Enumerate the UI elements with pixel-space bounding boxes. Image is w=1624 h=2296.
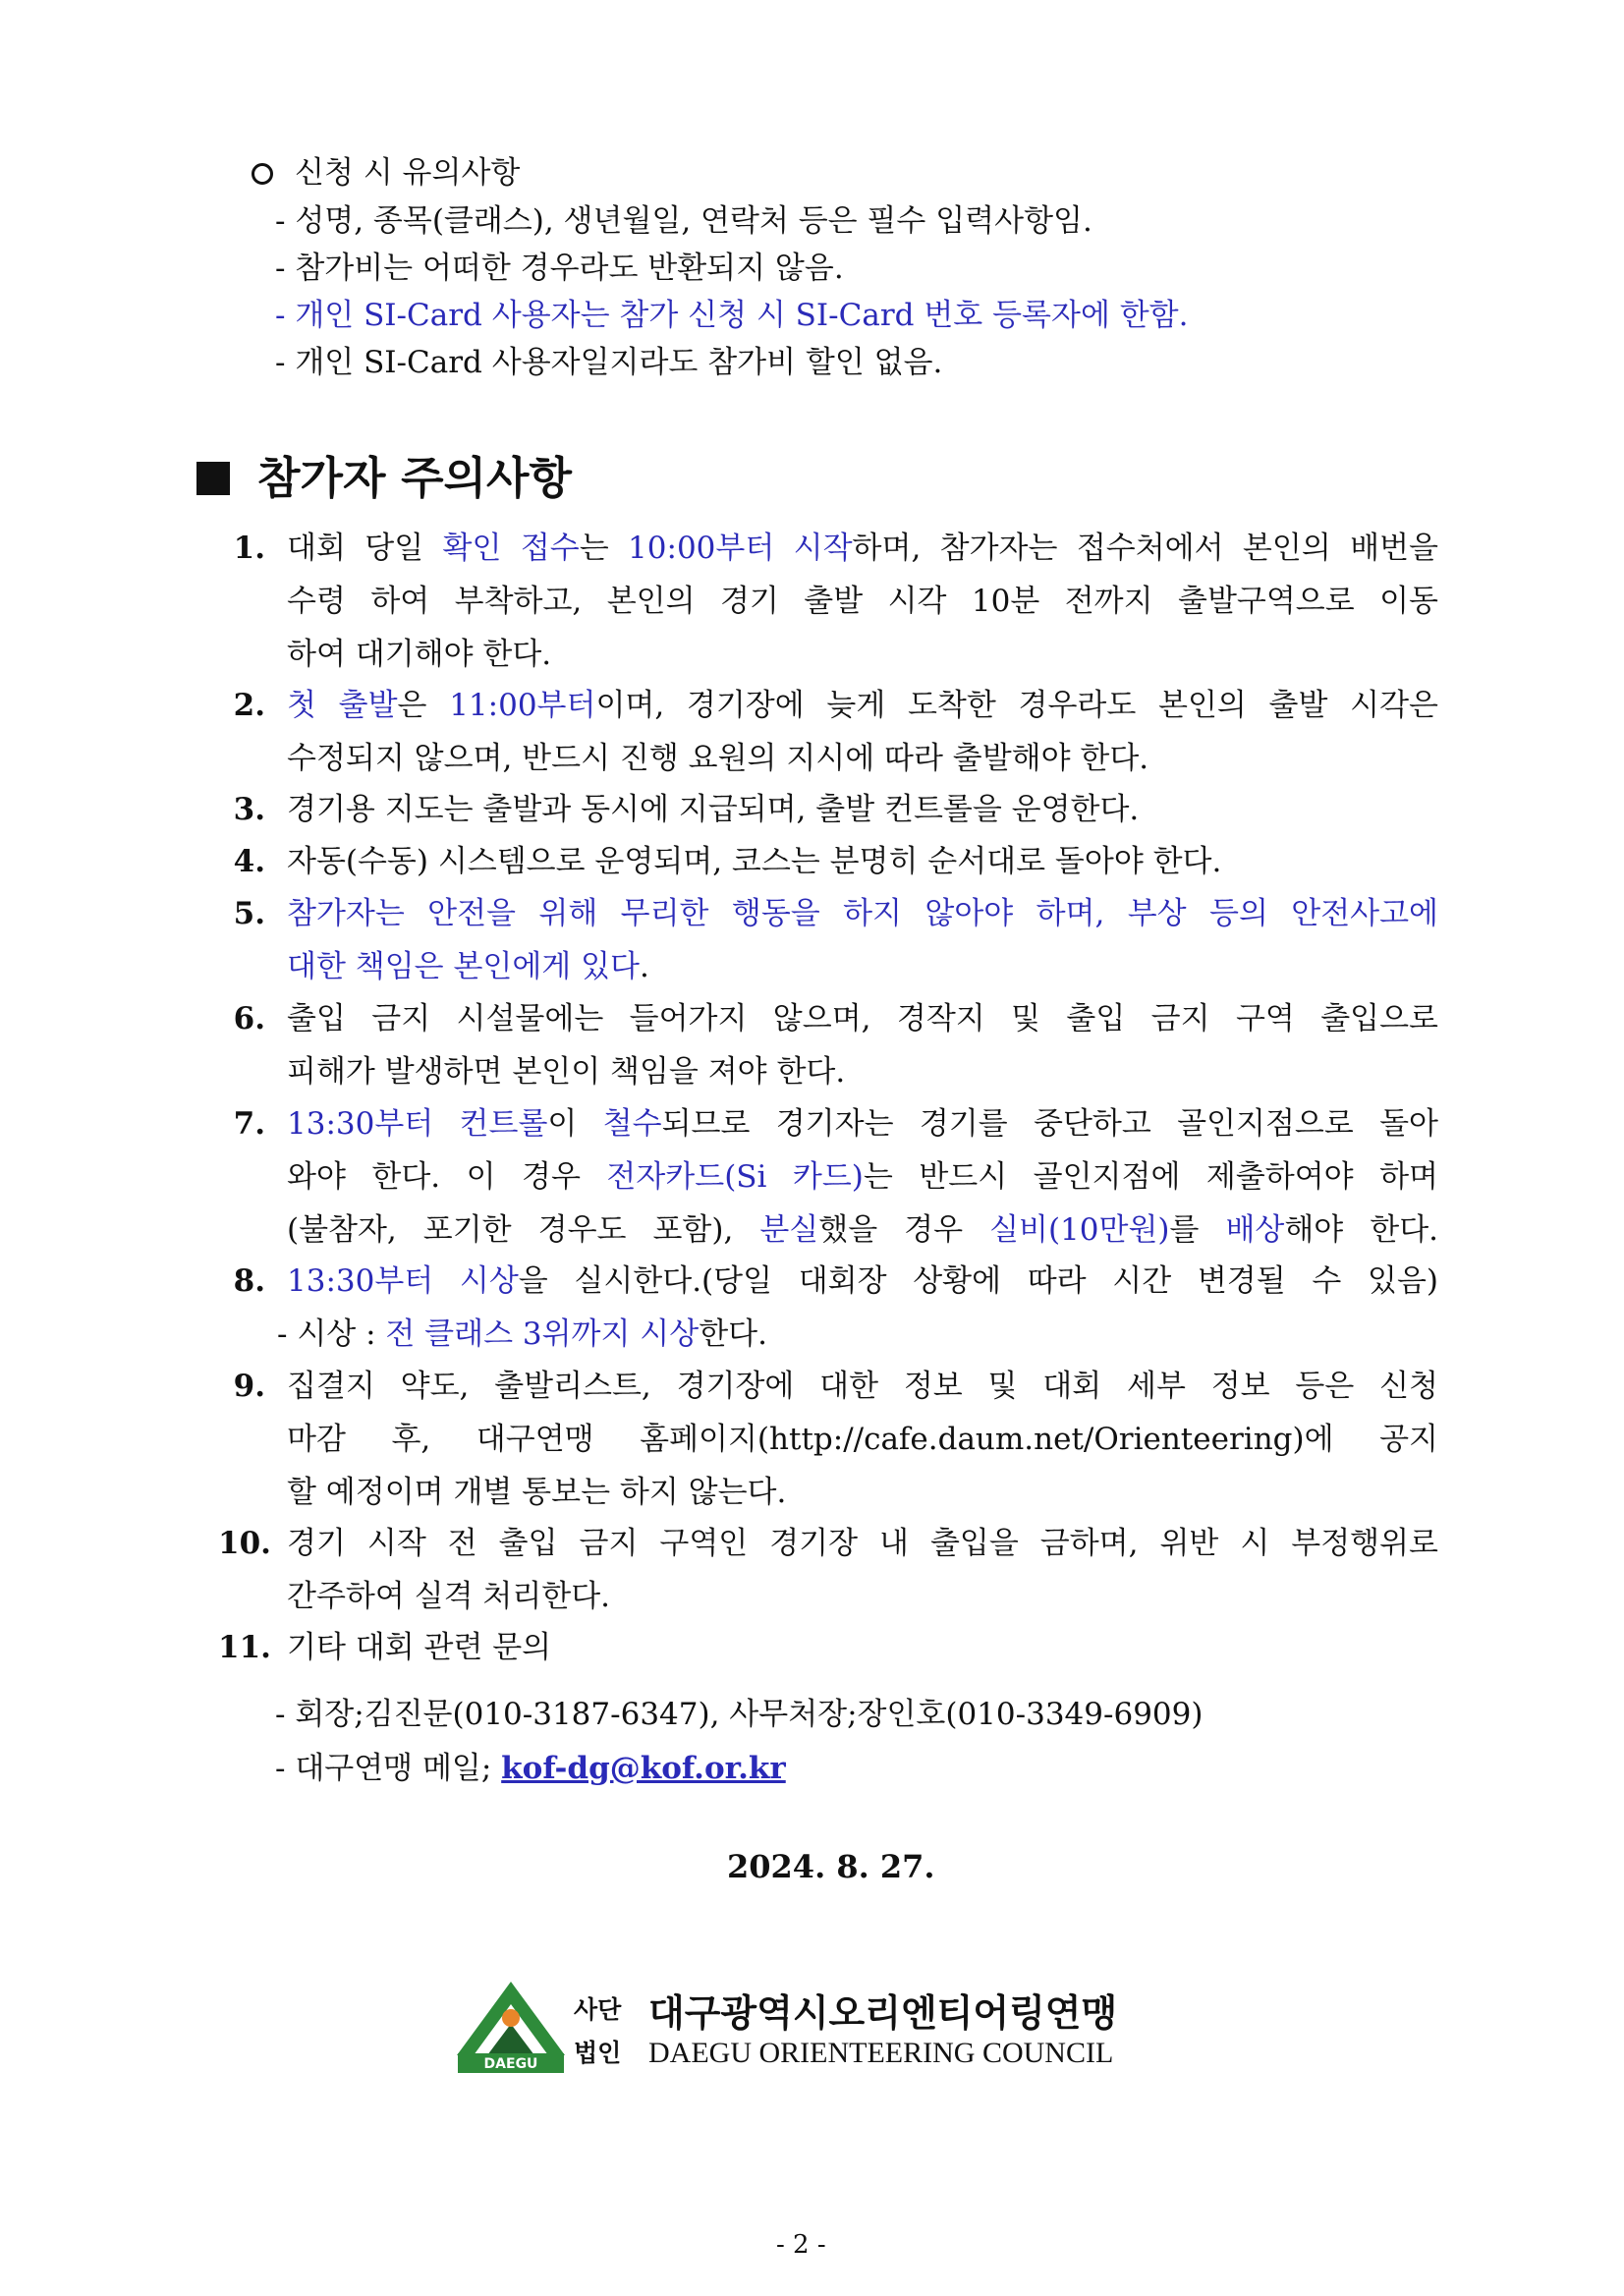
item-line	[287, 1577, 610, 1616]
highlight-text: 철수	[602, 1106, 662, 1142]
item-number: 11.	[218, 1630, 271, 1665]
body-text: 집결지 약도, 출발리스트, 경기장에 대한 정보 및 대회 세부 정보 등은 신청	[287, 1369, 1438, 1404]
body-text: 하여 대기해야 한다.	[287, 637, 552, 672]
highlight-text: 13:30부터 컨트롤	[287, 1106, 548, 1142]
item-line	[287, 529, 1438, 568]
item-line	[287, 739, 1148, 778]
highlight-text: 10:00부터 시작	[628, 531, 853, 566]
body-text: 기타 대회 관련 문의	[287, 1630, 552, 1665]
body-text: 는 반드시 골인지점에 제출하여야 하며	[863, 1159, 1438, 1195]
email-link[interactable]: kof-dg@kof.or.kr	[501, 1751, 786, 1786]
contact-phone: - 회장;김진문(010-3187-6347), 사무처장;장인호(010-3349-6909)	[275, 1697, 1204, 1732]
org-name-en: DAEGU ORIENTEERING COUNCIL	[648, 2037, 1114, 2069]
document-date: 2024. 8. 27.	[727, 1848, 935, 1885]
highlight-text: 대한 책임은 본인에게 있다	[287, 949, 640, 984]
item-line	[287, 1210, 1438, 1250]
body-text: 이	[547, 1106, 603, 1142]
body-text: 은	[397, 688, 450, 723]
highlight-text: 실비(10만원)	[989, 1212, 1170, 1248]
item-number: 8.	[233, 1263, 265, 1299]
item-line	[287, 582, 1438, 621]
item-number: 10.	[218, 1526, 271, 1561]
body-text: 마감 후, 대구연맹 홈페이지(http://cafe.daum.net/Orienteering)에 공지	[287, 1422, 1438, 1457]
item-line	[287, 1628, 551, 1667]
notes-title: 신청 시 유의사항	[295, 155, 521, 191]
section-title: 참가자 주의사항	[257, 452, 572, 504]
item-number: 5.	[233, 896, 265, 931]
body-text: 한다.	[699, 1316, 767, 1352]
body-text: 해야 한다.	[1284, 1212, 1439, 1248]
note-item: - 참가비는 어떠한 경우라도 반환되지 않음.	[275, 251, 844, 286]
item-line	[287, 1261, 1438, 1301]
body-text: 을 실시한다.(당일 대회장 상황에 따라 시간 변경될 수 있음)	[518, 1263, 1438, 1299]
body-text: 할 예정이며 개별 통보는 하지 않는다.	[287, 1475, 787, 1510]
body-text: 되므로 경기자는 경기를 중단하고 골인지점으로 돌아	[661, 1106, 1438, 1142]
item-line	[287, 1052, 845, 1092]
item-line	[287, 842, 1221, 881]
body-text: .	[639, 949, 649, 984]
logo-text: DAEGU	[483, 2056, 538, 2072]
body-text: - 시상 :	[277, 1316, 386, 1352]
item-number: 3.	[233, 792, 265, 827]
body-text: 대회 당일	[287, 531, 443, 566]
highlight-text: 참가자는 안전을 위해 무리한 행동을 하지 않아야 하며, 부상 등의 안전사고에	[287, 896, 1438, 931]
item-line	[287, 1104, 1438, 1144]
item-line	[287, 1367, 1438, 1406]
item-line	[287, 790, 1139, 829]
highlight-text: 13:30부터 시상	[287, 1263, 519, 1299]
body-text: 와야 한다. 이 경우	[287, 1159, 607, 1195]
highlight-text: 전자카드(Si 카드)	[606, 1159, 864, 1195]
highlight-text: 첫 출발	[287, 688, 398, 723]
square-bullet-icon	[196, 462, 230, 495]
org-name-kr: 대구광역시오리엔티어링연맹	[648, 1991, 1118, 2035]
body-text: 자동(수동) 시스템으로 운영되며, 코스는 분명히 순서대로 돌아야 한다.	[287, 844, 1222, 879]
body-text: (불참자, 포기한 경우도 포함),	[287, 1212, 760, 1248]
item-line	[287, 635, 551, 674]
item-line	[287, 947, 649, 986]
contact-email-line	[275, 1749, 786, 1788]
item-number: 4.	[233, 844, 265, 879]
highlight-text: 배상	[1225, 1212, 1285, 1248]
item-number: 7.	[233, 1106, 265, 1142]
note-item: - 개인 SI-Card 사용자일지라도 참가비 할인 없음.	[275, 345, 943, 380]
org-type-top: 사단	[574, 1995, 622, 2024]
daegu-logo-icon	[452, 1977, 570, 2075]
body-text: 하며, 참가자는 접수처에서 본인의 배번을	[852, 531, 1438, 566]
item-number: 1.	[233, 531, 265, 566]
body-text: 이며, 경기장에 늦게 도착한 경우라도 본인의 출발 시각은	[595, 688, 1438, 723]
item-line	[287, 1157, 1438, 1197]
body-text: 출입 금지 시설물에는 들어가지 않으며, 경작지 및 출입 금지 구역 출입으로	[287, 1001, 1438, 1036]
org-type-bottom: 법인	[574, 2039, 622, 2067]
item-number: 9.	[233, 1369, 265, 1404]
page-number: - 2 -	[776, 2230, 826, 2260]
highlight-text: 분실	[759, 1212, 819, 1248]
item-line	[287, 894, 1438, 933]
item-line	[287, 1473, 786, 1512]
body-text: 경기 시작 전 출입 금지 구역인 경기장 내 출입을 금하며, 위반 시 부정행위로	[287, 1526, 1438, 1561]
body-text: 경기용 지도는 출발과 동시에 지급되며, 출발 컨트롤을 운영한다.	[287, 792, 1140, 827]
highlight-text: 11:00부터	[449, 688, 596, 723]
item-line	[287, 999, 1438, 1038]
item-number: 6.	[233, 1001, 265, 1036]
item-line	[277, 1315, 767, 1354]
body-text: 피해가 발생하면 본인이 책임을 져야 한다.	[287, 1054, 846, 1090]
body-text: 수정되지 않으며, 반드시 진행 요원의 지시에 따라 출발해야 한다.	[287, 741, 1149, 776]
body-text: 수령 하여 부착하고, 본인의 경기 출발 시각 10분 전까지 출발구역으로 이동	[287, 584, 1438, 619]
item-line	[287, 686, 1438, 725]
item-line	[287, 1420, 1438, 1459]
body-text: 했을 경우	[818, 1212, 990, 1248]
note-item: - 성명, 종목(클래스), 생년월일, 연락처 등은 필수 입력사항임.	[275, 203, 1092, 239]
contact-email-label: - 대구연맹 메일;	[275, 1751, 502, 1786]
body-text: 는	[579, 531, 629, 566]
item-line	[287, 1524, 1438, 1563]
note-item: - 개인 SI-Card 사용자는 참가 신청 시 SI-Card 번호 등록자에 한함.	[275, 298, 1189, 333]
item-number: 2.	[233, 688, 265, 723]
highlight-text: 확인 접수	[442, 531, 580, 566]
circle-bullet-icon	[252, 163, 273, 185]
highlight-text: 전 클래스 3위까지 시상	[385, 1316, 700, 1352]
body-text: 를	[1169, 1212, 1226, 1248]
org-logo	[452, 1977, 570, 2075]
body-text: 간주하여 실격 처리한다.	[287, 1579, 611, 1614]
